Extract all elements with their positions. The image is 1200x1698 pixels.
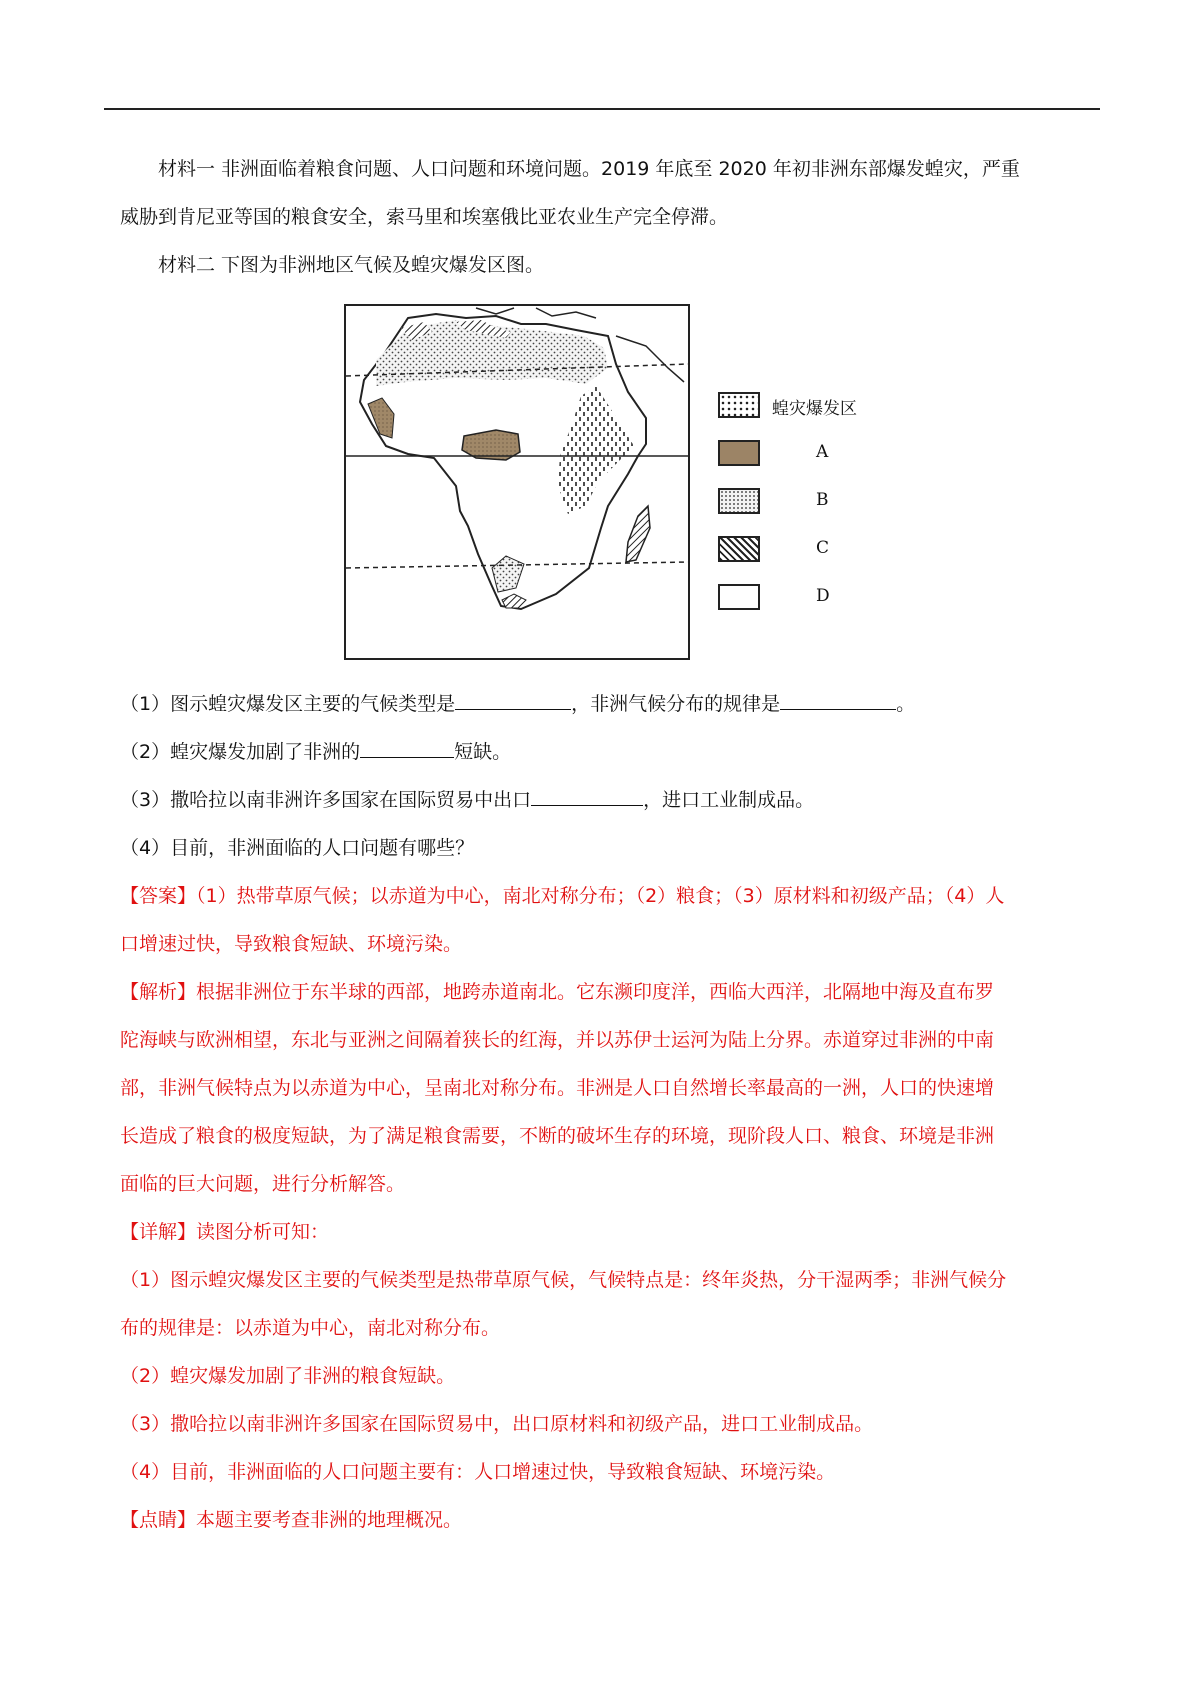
- legend-label-a: A: [816, 442, 829, 462]
- legend-swatch-c: [718, 536, 760, 562]
- madagascar: [626, 506, 650, 562]
- question-1-text-b: ，非洲气候分布的规律是: [571, 693, 781, 715]
- legend-item-locust: [718, 392, 918, 422]
- blank-3[interactable]: [531, 785, 643, 806]
- question-1-text-a: （1）图示蝗灾爆发区主要的气候类型是: [120, 693, 456, 715]
- header-rule: [104, 108, 1100, 110]
- note: 【点睛】本题主要考查非洲的地理概况。: [120, 1509, 463, 1531]
- legend-item-b: [718, 488, 918, 518]
- material1-line2: 威胁到肯尼亚等国的粮食安全，索马里和埃塞俄比亚农业生产完全停滞。: [120, 206, 729, 228]
- legend-swatch-locust: [718, 392, 760, 418]
- answer-line2: 口增速过快，导致粮食短缺、环境污染。: [120, 933, 463, 955]
- blank-1b[interactable]: [780, 689, 896, 710]
- material2-caption: 材料二 下图为非洲地区气候及蝗灾爆发区图。: [158, 254, 545, 276]
- africa-map-drawing: [346, 306, 688, 658]
- legend-label-d: D: [816, 586, 830, 606]
- detail-head: 【详解】读图分析可知：: [120, 1221, 330, 1243]
- analysis-line2: 陀海峡与欧洲相望，东北与亚洲之间隔着狭长的红海，并以苏伊士运河为陆上分界。赤道穿过非洲的中南: [120, 1029, 995, 1051]
- africa-climate-map: [344, 304, 690, 660]
- legend-item-c: [718, 536, 918, 566]
- detail-1-line1: （1）图示蝗灾爆发区主要的气候类型是热带草原气候，气候特点是：终年炎热，分干湿两季；非洲气候分: [120, 1269, 1007, 1291]
- legend-item-a: [718, 440, 918, 470]
- analysis-line5: 面临的巨大问题，进行分析解答。: [120, 1173, 406, 1195]
- detail-2: （2）蝗灾爆发加剧了非洲的粮食短缺。: [120, 1365, 456, 1387]
- question-2: [120, 728, 1100, 776]
- analysis-line4: 长造成了粮食的极度短缺，为了满足粮食需要，不断的破坏生存的环境，现阶段人口、粮食、环境是非洲: [120, 1125, 995, 1147]
- legend-item-d: [718, 584, 918, 614]
- detail-1-line2: 布的规律是：以赤道为中心，南北对称分布。: [120, 1317, 501, 1339]
- legend-swatch-b: [718, 488, 760, 514]
- analysis-line1: 【解析】根据非洲位于东半球的西部，地跨赤道南北。它东濒印度洋，西临大西洋，北隔地中海及直布罗: [120, 981, 995, 1003]
- question-2-text-a: （2）蝗灾爆发加剧了非洲的: [120, 741, 361, 763]
- material1-line1: 材料一 非洲面临着粮食问题、人口问题和环境问题。2019 年底至 2020 年初非洲东部爆发蝗灾，严重: [158, 158, 1020, 180]
- legend-label-c: C: [816, 538, 830, 558]
- answer-line1: 【答案】（1）热带草原气候；以赤道为中心，南北对称分布；（2）粮食；（3）原材料和初级产品；（4）人: [120, 885, 1005, 907]
- question-2-text-b: 短缺。: [454, 741, 512, 763]
- analysis-line3: 部，非洲气候特点为以赤道为中心，呈南北对称分布。非洲是人口自然增长率最高的一洲，人口的快速增: [120, 1077, 995, 1099]
- blank-2[interactable]: [360, 737, 454, 758]
- detail-3: （3）撒哈拉以南非洲许多国家在国际贸易中，出口原材料和初级产品，进口工业制成品。: [120, 1413, 874, 1435]
- legend-swatch-a: [718, 440, 760, 466]
- question-3-text-b: ，进口工业制成品。: [643, 789, 815, 811]
- question-1-text-c: 。: [896, 693, 916, 715]
- blank-1a[interactable]: [455, 689, 571, 710]
- question-4: （4）目前，非洲面临的人口问题有哪些？: [120, 837, 475, 859]
- detail-4: （4）目前，非洲面临的人口问题主要有：人口增速过快，导致粮食短缺、环境污染。: [120, 1461, 836, 1483]
- question-3-text-a: （3）撒哈拉以南非洲许多国家在国际贸易中出口: [120, 789, 532, 811]
- arabia-coast: [616, 336, 684, 382]
- question-1: [120, 680, 1100, 728]
- legend-swatch-d: [718, 584, 760, 610]
- legend-label-b: B: [816, 490, 829, 510]
- question-3: [120, 776, 1100, 824]
- legend-label-locust: 蝗灾爆发区: [772, 399, 857, 419]
